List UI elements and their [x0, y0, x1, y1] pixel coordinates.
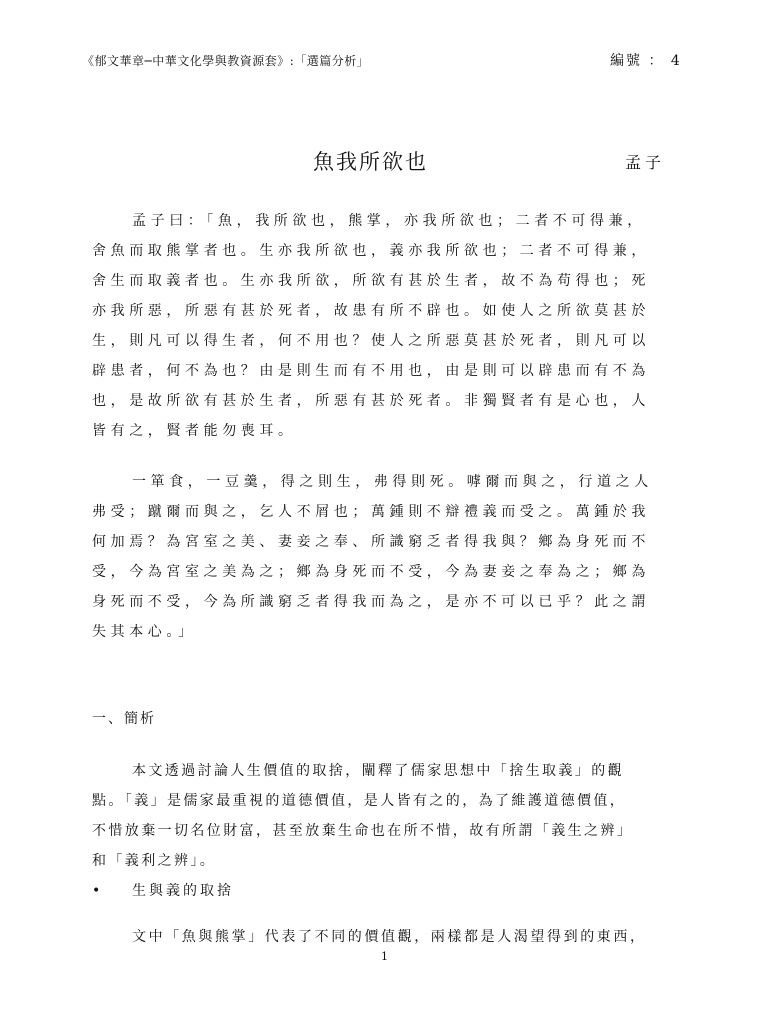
analysis-line: 點。「義」是儒家最重視的道德價值，是人皆有之的，為了維護道德價值， — [92, 793, 627, 809]
passage-line: 失其本心。」 — [92, 624, 197, 640]
passage-line: 舍魚而取熊掌者也。生亦我所欲也，義亦我所欲也；二者不可得兼， — [92, 243, 650, 259]
passage-line: 生，則凡可以得生者，何不用也？使人之所惡莫甚於死者，則凡可以 — [92, 333, 650, 349]
page-title: 魚我所欲也 — [313, 150, 428, 174]
page-number: 1 — [381, 950, 388, 963]
passage-line: 一箪食，一豆羹，得之則生，弗得則死。嘑爾而與之，行道之人 — [132, 474, 653, 490]
analysis-continuation — [92, 922, 677, 952]
author-name: 孟子 — [625, 153, 666, 172]
passage-line: 也，是故所欲有甚於生者，所惡有甚於死者。非獨賢者有是心也，人 — [92, 393, 650, 409]
analysis-line: 本文透過討論人生價值的取捨，闡釋了儒家思想中「捨生取義」的觀 — [132, 763, 624, 779]
analysis-line: 和「義利之辨」。 — [92, 853, 217, 869]
analysis-line: 不惜放棄一切名位財富，甚至放棄生命也在所不惜，故有所謂「義生之辨」 — [92, 823, 634, 839]
analysis-paragraph — [92, 756, 677, 876]
passage-line: 舍生而取義者也。生亦我所欲，所欲有甚於生者，故不為苟得也；死 — [92, 273, 650, 289]
bullet-icon: • — [92, 883, 104, 899]
passage-line: 何加焉？為宮室之美、妻妾之奉、所識窮乏者得我與？鄉為身死而不 — [92, 534, 650, 550]
passage-line: 弗受；蹴爾而與之，乞人不屑也；萬鍾則不辯禮義而受之。萬鍾於我 — [92, 504, 650, 520]
passage-line: 受，今為宮室之美為之；鄉為身死而不受，今為妻妾之奉為之；鄉為 — [92, 564, 650, 580]
passage-line: 辟患者，何不為也？由是則生而有不用也，由是則可以辟患而有不為 — [92, 363, 650, 379]
passage-line: 亦我所惡，所惡有甚於死者，故患有所不辟也。如使人之所欲莫甚於 — [92, 303, 650, 319]
bullet-item — [92, 880, 234, 900]
passage-paragraph-1 — [92, 206, 677, 446]
section-heading-analysis: 一、簡析 — [92, 711, 156, 727]
passage-line: 身死而不受，今為所識窮乏者得我而為之，是亦不可以已乎？此之謂 — [92, 594, 650, 610]
passage-line: 孟子曰：「魚，我所欲也，熊掌，亦我所欲也；二者不可得兼， — [132, 213, 646, 229]
passage-paragraph-2 — [92, 467, 677, 647]
header-document-number: 編號 ： 4 — [610, 53, 682, 69]
passage-line: 皆有之，賢者能勿喪耳。 — [92, 423, 297, 439]
header-series-title: 《郁文華章─中華文化學與教資源套》:「選篇分析」 — [82, 54, 370, 68]
bullet-text: 生與義的取捨 — [132, 883, 234, 899]
analysis-line: 文中「魚與熊掌」代表了不同的價值觀，兩樣都是人渴望得到的東西， — [132, 929, 647, 945]
